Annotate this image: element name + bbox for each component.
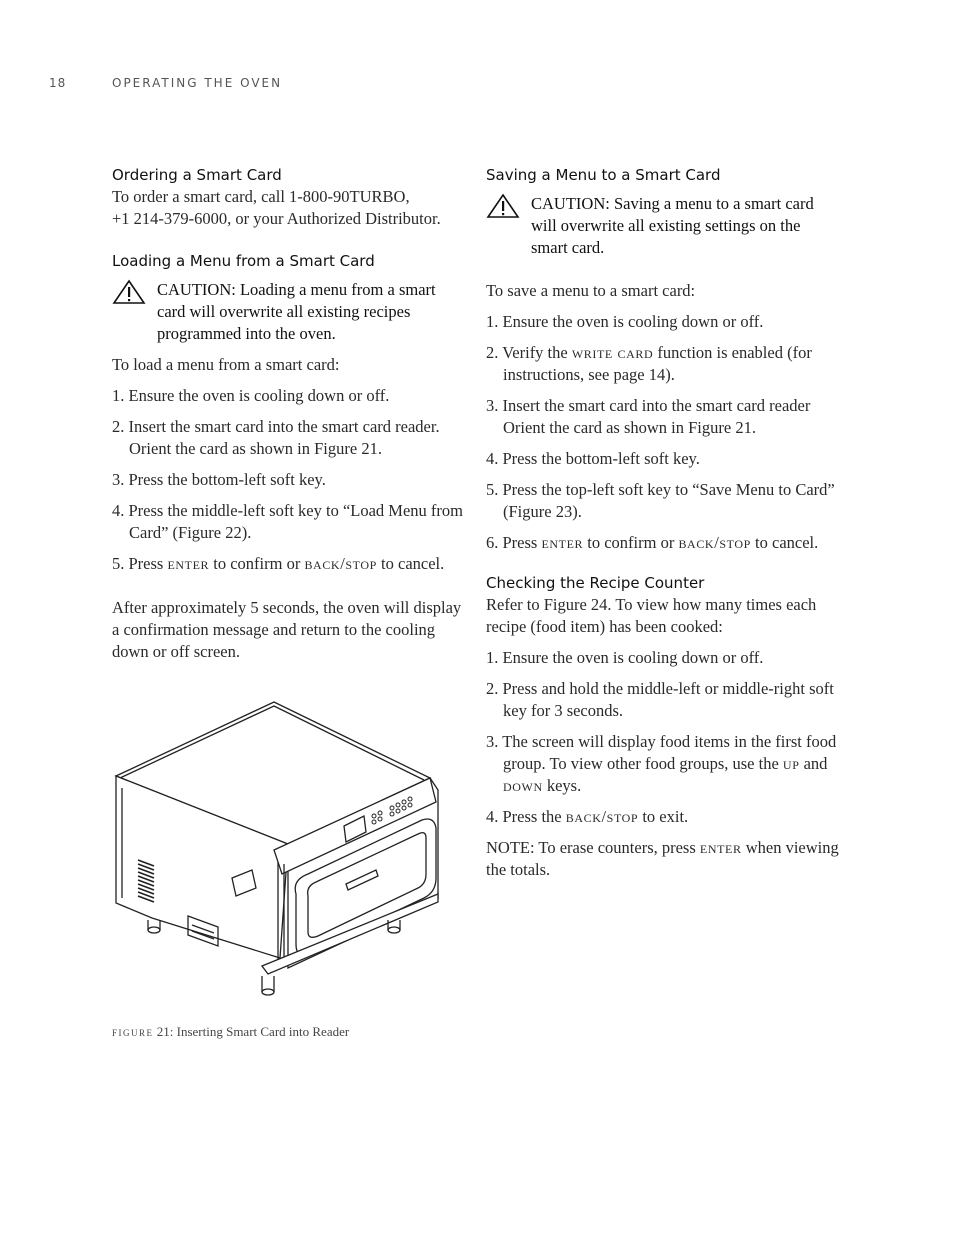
loading-step-5-c: to cancel.: [376, 554, 445, 573]
saving-step-2-b: function is enabled (for instructions, see page 14).: [503, 343, 812, 384]
counter-heading: Checking the Recipe Counter: [486, 574, 705, 592]
figure-label: figure: [112, 1024, 154, 1039]
loading-step-5-b: to confirm or: [209, 554, 305, 573]
ordering-heading: Ordering a Smart Card: [112, 166, 282, 184]
counter-note-b: when viewing the totals.: [486, 838, 839, 879]
counter-step-3-b: and: [799, 754, 828, 773]
figure-caption-text: 21: Inserting Smart Card into Reader: [153, 1024, 350, 1039]
loading-step-1: 1. Ensure the oven is cooling down or off.: [112, 386, 390, 405]
oven-illustration: [112, 698, 442, 1008]
right-column: [486, 164, 841, 881]
saving-step-1: 1. Ensure the oven is cooling down or off.: [486, 312, 764, 331]
counter-step-4: [486, 806, 841, 828]
loading-caution: [112, 279, 467, 345]
counter-note-a: NOTE: To erase counters, press: [486, 838, 700, 857]
down-key-label: down: [503, 776, 543, 795]
saving-step-4: 4. Press the bottom-left soft key.: [486, 449, 700, 468]
warning-icon: [112, 279, 157, 310]
loading-intro: To load a menu from a smart card:: [112, 355, 340, 374]
counter-step-3-a: 3. The screen will display food items in the first food group. To view other food groups, use the: [486, 732, 837, 773]
saving-step-2: [486, 342, 841, 386]
counter-note: [486, 837, 841, 881]
saving-step-6: [486, 532, 841, 554]
back-stop-key-label: back/stop: [565, 807, 639, 826]
loading-step-3: 3. Press the bottom-left soft key.: [112, 470, 326, 489]
write-card-label: write card: [571, 343, 654, 362]
ordering-line-1: To order a smart card, call 1-800-90TURBO,: [112, 187, 410, 206]
warning-icon: [486, 193, 531, 224]
loading-caution-text: CAUTION: Loading a menu from a smart card will overwrite all existing recipes programmed into the oven.: [157, 280, 436, 343]
running-header: OPERATING THE OVEN: [112, 76, 283, 90]
counter-step-1: 1. Ensure the oven is cooling down or off.: [486, 648, 764, 667]
loading-step-4: 4. Press the middle-left soft key to “Load Menu from Card” (Figure 22).: [112, 501, 464, 542]
saving-step-3: 3. Insert the smart card into the smart card reader Orient the card as shown in Figure 21.: [486, 396, 811, 437]
page-number: 18: [49, 76, 67, 90]
counter-step-3: [486, 731, 841, 797]
loading-heading: Loading a Menu from a Smart Card: [112, 252, 375, 270]
counter-step-2: 2. Press and hold the middle-left or middle-right soft key for 3 seconds.: [486, 679, 834, 720]
enter-key-label: enter: [167, 554, 210, 573]
saving-step-6-a: 6. Press: [486, 533, 542, 552]
counter-step-3-c: keys.: [542, 776, 582, 795]
back-stop-key-label: back/stop: [304, 554, 377, 573]
saving-caution: [486, 193, 841, 259]
saving-step-2-a: 2. Verify the: [486, 343, 572, 362]
enter-key-label: enter: [541, 533, 584, 552]
loading-step-5-a: 5. Press: [112, 554, 168, 573]
back-stop-key-label: back/stop: [678, 533, 751, 552]
enter-key-label: enter: [699, 838, 742, 857]
loading-step-2: 2. Insert the smart card into the smart card reader. Orient the card as shown in Figure 21.: [112, 417, 440, 458]
left-column: [112, 164, 467, 663]
saving-caution-text: CAUTION: Saving a menu to a smart card will overwrite all existing settings on the smart card.: [531, 194, 814, 257]
saving-heading: Saving a Menu to a Smart Card: [486, 166, 721, 184]
counter-intro: Refer to Figure 24. To view how many times each recipe (food item) has been cooked:: [486, 595, 817, 636]
loading-after: After approximately 5 seconds, the oven will display a confirmation message and return to the cooling down or off screen.: [112, 598, 462, 661]
saving-step-6-c: to cancel.: [750, 533, 819, 552]
up-key-label: up: [782, 754, 800, 773]
counter-step-4-a: 4. Press the: [486, 807, 566, 826]
counter-step-4-b: to exit.: [638, 807, 689, 826]
saving-step-6-b: to confirm or: [583, 533, 679, 552]
figure-caption: [112, 1024, 349, 1040]
saving-step-5: 5. Press the top-left soft key to “Save Menu to Card” (Figure 23).: [486, 480, 835, 521]
ordering-line-2: +1 214-379-6000, or your Authorized Distributor.: [112, 209, 441, 228]
saving-intro: To save a menu to a smart card:: [486, 281, 696, 300]
loading-step-5: [112, 553, 467, 575]
